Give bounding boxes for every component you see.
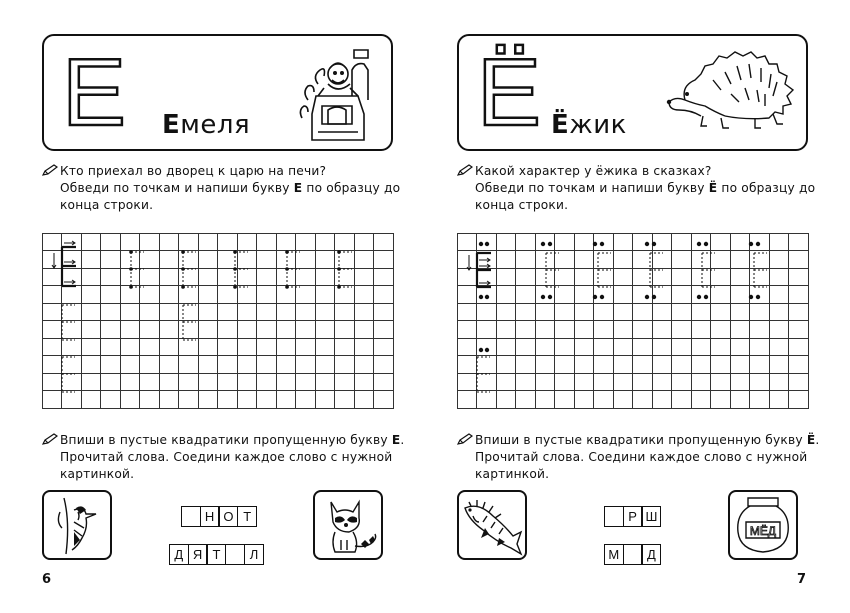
jar-label: МЁД [749,524,777,538]
word-first-letter: Е [162,110,181,140]
writing-grid [42,233,394,409]
word-1-cell: Р [623,506,643,527]
task-1-line-1: Какой характер у ёжика в сказках? [475,164,712,178]
task-1-line-3: конца строки. [60,198,154,212]
woodpecker-picture [44,492,110,558]
task-1-line-1: Кто приехал во дворец к царю на печи? [60,164,327,178]
task-2-line-2: Прочитай слова. Соедини каждое слово с нужной [475,450,808,464]
word-1-empty-cell[interactable] [604,506,624,527]
task-2-line-2: Прочитай слова. Соедини каждое слово с нужной [60,450,393,464]
page-number: 6 [42,572,52,587]
word-1-cell: Ш [641,506,661,527]
task-2 [475,432,819,483]
word-1-cell: Т [237,506,257,527]
fish-picture [459,492,525,558]
word-1-empty-cell[interactable] [181,506,201,527]
task-2 [60,432,404,483]
raccoon-picture-box[interactable] [313,490,383,560]
big-letter-outline: Е [62,39,127,146]
word-1-cell: Н [200,506,220,527]
letter-header-box [42,34,393,151]
pencil-icon [457,164,473,176]
word-2-cell: Я [188,544,208,565]
header-word [162,110,250,140]
word-2-empty-cell[interactable] [623,544,643,565]
word-2-empty-cell[interactable] [225,544,245,565]
word-1-cells [605,506,661,527]
word-2-cell: Л [244,544,264,565]
big-letter-outline: Ё [477,39,542,146]
stove-picture [298,40,378,144]
task-1-line-3: конца строки. [475,198,569,212]
right-page [425,0,850,613]
task-1 [475,163,815,214]
raccoon-picture [315,492,381,558]
header-word [551,110,627,140]
word-2-cell: Д [641,544,661,565]
word-2-cell: Д [169,544,189,565]
pencil-icon [457,433,473,445]
word-2-cells [170,544,264,565]
task-2-line-3: картинкой. [475,467,550,481]
word-2-cell: Т [206,544,226,565]
fish-picture-box[interactable] [457,490,527,560]
word-first-letter: Ё [551,110,570,140]
woodpecker-picture-box[interactable] [42,490,112,560]
word-rest: жик [569,110,627,140]
word-rest: меля [180,110,251,140]
page-number: 7 [797,572,807,587]
task-2-line-3: картинкой. [60,467,135,481]
writing-grid [457,233,809,409]
word-1-cell: О [218,506,238,527]
task-1-line-2: Обведи по точкам и напиши букву Ё по образцу до [475,181,816,195]
hedgehog-picture [665,46,801,136]
word-2-cell: М [604,544,624,565]
task-2-line-1: Впиши в пустые квадратики пропущенную букву Е. [60,433,405,447]
honey-jar-picture-box[interactable] [728,490,798,560]
word-1-cells [182,506,257,527]
task-1-line-2: Обведи по точкам и напиши букву Е по образцу до [60,181,401,195]
word-2-cells [605,544,661,565]
task-2-line-1: Впиши в пустые квадратики пропущенную букву Ё. [475,433,820,447]
pencil-icon [42,164,58,176]
letter-header-box [457,34,808,151]
pencil-icon [42,433,58,445]
honey-jar-picture [730,492,796,558]
task-1 [60,163,400,214]
